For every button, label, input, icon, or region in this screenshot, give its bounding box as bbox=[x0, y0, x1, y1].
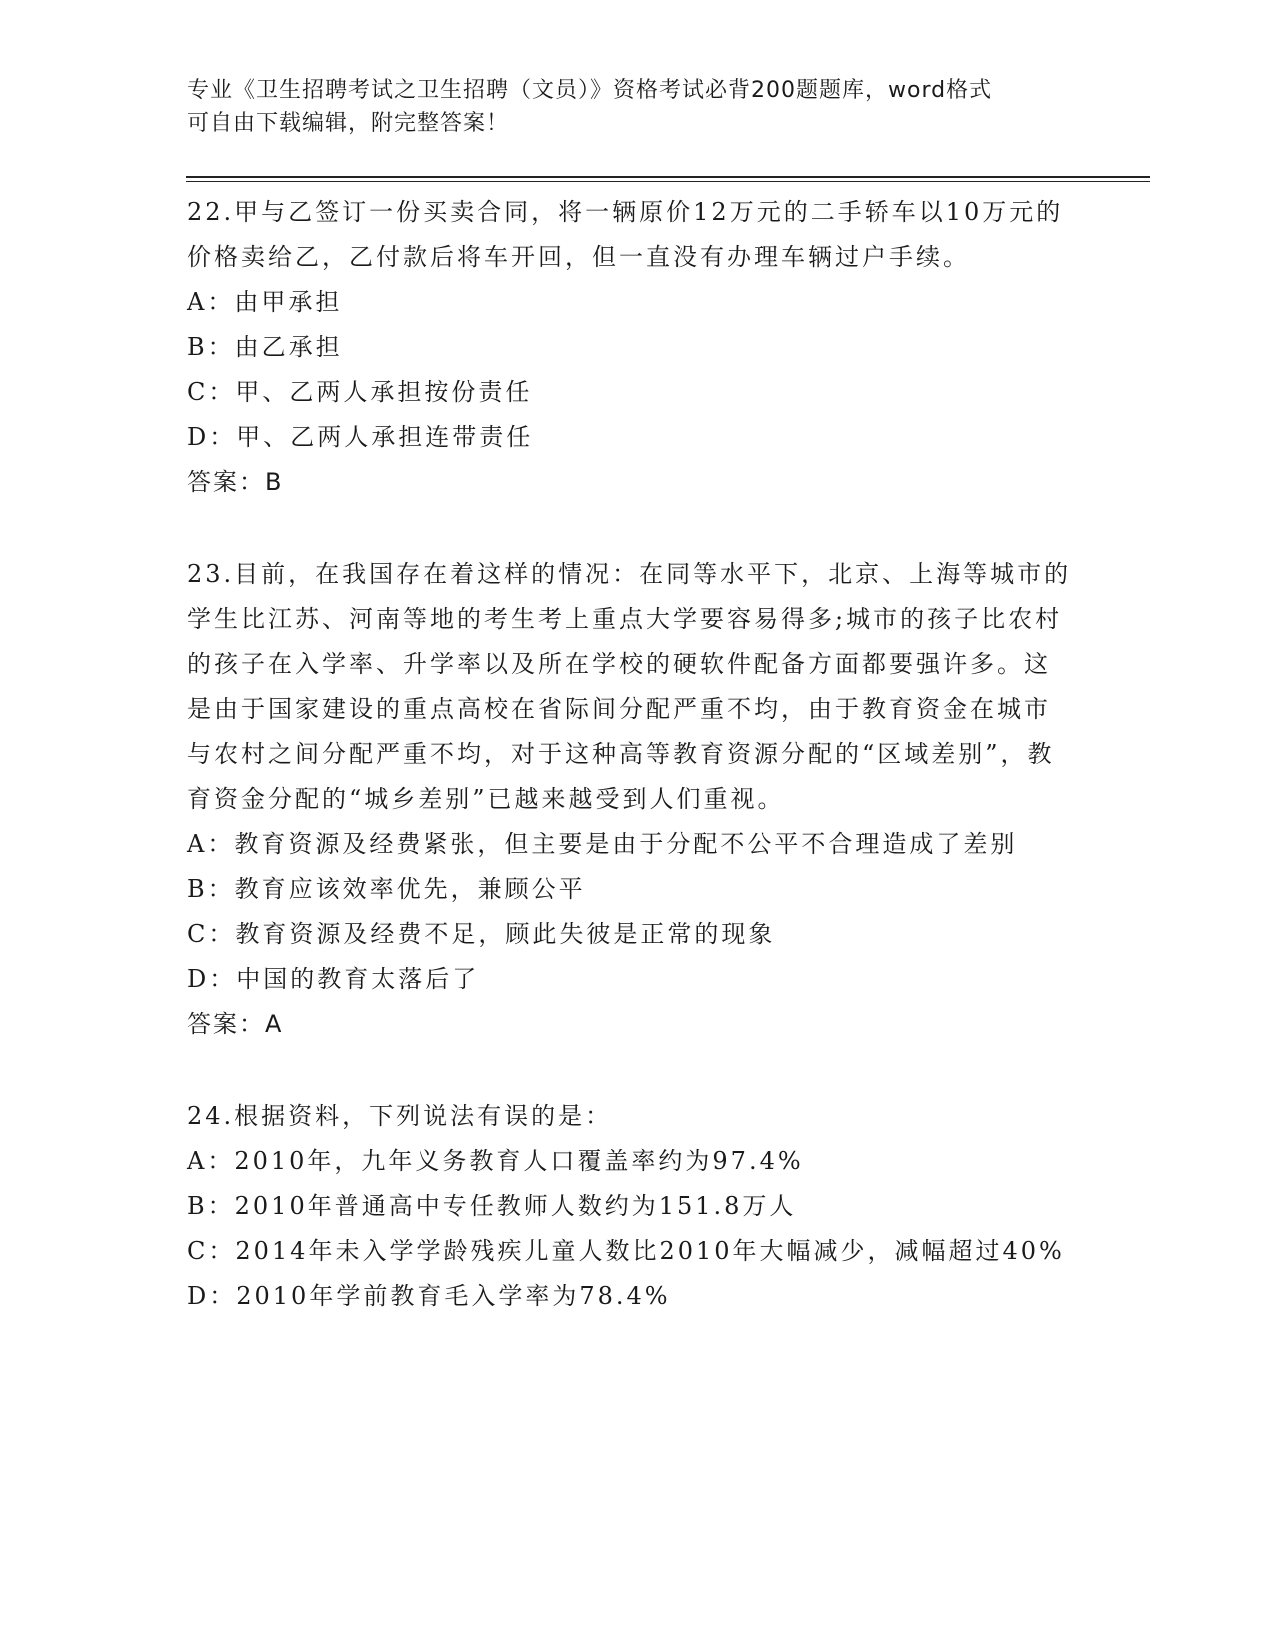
option-c: C：教育资源及经费不足，顾此失彼是正常的现象 bbox=[187, 920, 776, 948]
option-c: C：甲、乙两人承担按份责任 bbox=[187, 378, 533, 406]
option-c: C：2014年未入学学龄残疾儿童人数比2010年大幅减少，减幅超过40% bbox=[187, 1237, 1065, 1265]
option-b: B：2010年普通高中专任教师人数约为151.8万人 bbox=[187, 1192, 797, 1220]
header-line-2: 可自由下载编辑，附完整答案！ bbox=[187, 111, 510, 136]
question-22 bbox=[187, 190, 1077, 505]
answer-value: B bbox=[265, 468, 284, 496]
answer-label: 答案： bbox=[187, 468, 265, 496]
page-header bbox=[187, 74, 1067, 140]
option-a: A：教育资源及经费紧张，但主要是由于分配不公平不合理造成了差别 bbox=[187, 830, 1018, 858]
answer-label: 答案： bbox=[187, 1010, 265, 1038]
answer-line bbox=[187, 460, 1077, 505]
question-23 bbox=[187, 552, 1077, 1047]
option-d: D：中国的教育太落后了 bbox=[187, 965, 480, 993]
option-a: A：由甲承担 bbox=[187, 288, 343, 316]
question-text: 24.根据资料，下列说法有误的是： bbox=[187, 1102, 613, 1130]
header-line-1: 专业《卫生招聘考试之卫生招聘（文员）》资格考试必背200题题库，word格式 bbox=[187, 78, 993, 103]
option-a: A：2010年，九年义务教育人口覆盖率约为97.4% bbox=[187, 1147, 804, 1175]
answer-line bbox=[187, 1002, 1077, 1047]
option-b: B：教育应该效率优先，兼顾公平 bbox=[187, 875, 586, 903]
answer-value: A bbox=[265, 1010, 284, 1038]
option-d: D：2010年学前教育毛入学率为78.4% bbox=[187, 1282, 671, 1310]
question-text: 23.目前，在我国存在着这样的情况：在同等水平下，北京、上海等城市的学生比江苏、河南等地的考生考上重点大学要容易得多;城市的孩子比农村的孩子在入学率、升学率以及所在学校的硬软件配备方面都要强许多。这是由于国家建设的重点高校在省际间分配严重不均，由于教育资金在城市与农村之间分配严重不均，对于这种高等教育资源分配的“区域差别”，教育资金分配的“城乡差别”已越来越受到人们重视。 bbox=[187, 560, 1072, 813]
question-text: 22.甲与乙签订一份买卖合同，将一辆原价12万元的二手轿车以10万元的价格卖给乙，乙付款后将车开回，但一直没有办理车辆过户手续。 bbox=[187, 198, 1064, 271]
option-d: D：甲、乙两人承担连带责任 bbox=[187, 423, 534, 451]
question-24 bbox=[187, 1094, 1077, 1319]
question-list bbox=[187, 190, 1077, 1319]
option-b: B：由乙承担 bbox=[187, 333, 343, 361]
header-divider bbox=[186, 176, 1150, 182]
